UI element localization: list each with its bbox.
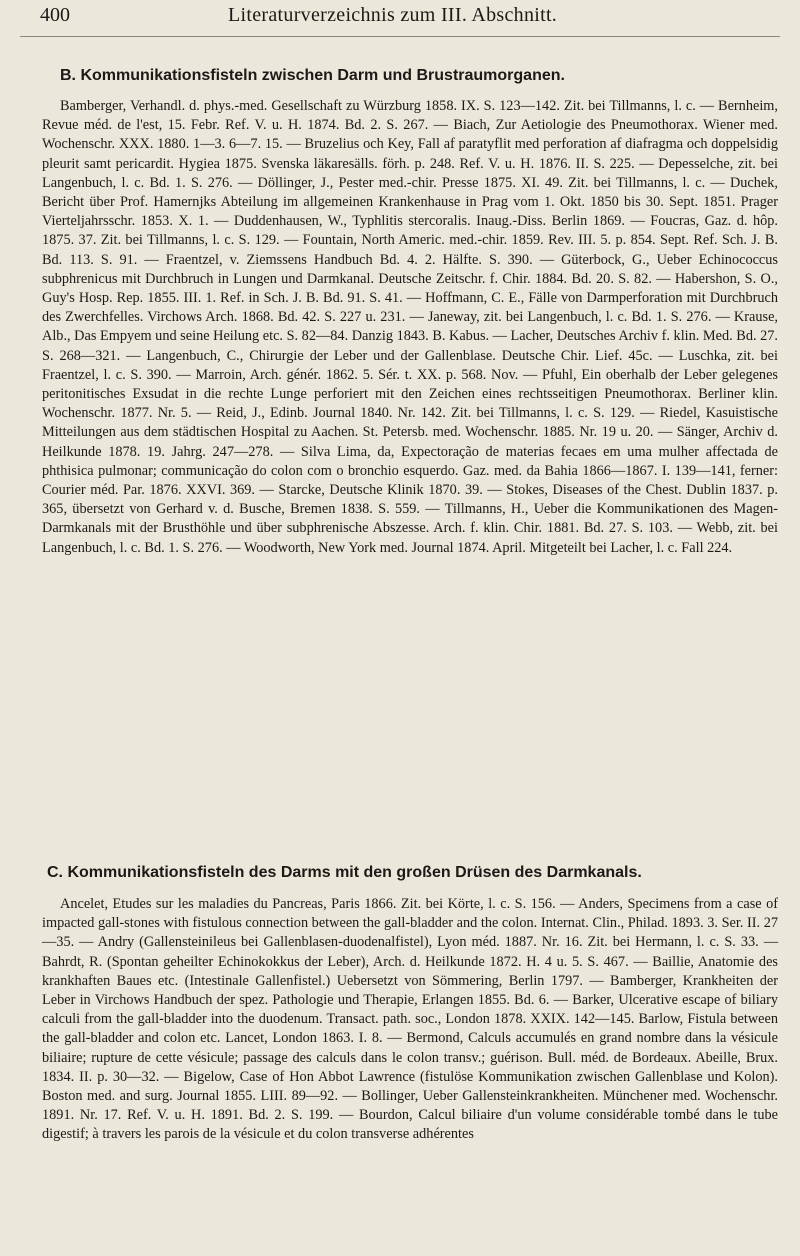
page-number: 400 <box>40 4 70 26</box>
running-title: Literaturverzeichnis zum III. Abschnitt. <box>228 4 558 26</box>
section-b-paragraph: Bamberger, Verhandl. d. phys.-med. Gesellschaft zu Würzburg 1858. IX. S. 123—142. Zit. bei Tillmanns, l. c. — Bernheim, Revue méd. de l'est, 15. Febr. Ref. V. u. H. 1874. Bd. 2. S. 267. — Biach, Zur Aetiologie des Pneumothorax. Wiener med. Wochenschr. XXX. 1880. 1—3. 6—7. 15. — Bruzelius och Key, Fall af paratyflit med perforation af diafragma och doppelsidig pleurit samt pericardit. Hygiea 1875. Svenska läkaresälls. förh. p. 248. Ref. V. u. H. 1876. II. S. 225. — Depesselche, zit. bei Langenbuch, l. c. Bd. 1. S. 276. — Döllinger, J., Pester med.-chir. Presse 1875. XI. 49. Zit. bei Tillmanns, l. c. — Duchek, Bericht über Prof. Hamernjks Abteilung im allgemeinen Krankenhause in Prag vom 1. Okt. 1850 bis 30. Sept. 1851. Prager Vierteljahrsschr. 1853. X. 1. — Duddenhausen, W., Typhlitis stercoralis. Inaug.-Diss. Berlin 1869. — Foucras, Gaz. d. hôp. 1875. 37. Zit. bei Tillmanns, l. c. S. 129. — Fountain, North Americ. med.-chir. 1859. Rev. III. 5. p. 854. Sept. Ref. Sch. J. B. Bd. 113. S. 91. — Fraentzel, v. Ziemssens Handbuch Bd. 4. 2. Hälfte. S. 390. — Güterbock, G., Ueber Echinococcus subphrenicus mit Durchbruch in Lungen und Darmkanal. Deutsche Zeitschr. f. Chir. 1884. Bd. 20. S. 82. — Habershon, S. O., Guy's Hosp. Rep. 1855. III. 1. Ref. in Sch. J. B. Bd. 91. S. 41. — Hoffmann, C. E., Fälle von Darmperforation mit Durchbruch des Zwerchfelles. Virchows Arch. 1868. Bd. 42. S. 227 u. 231. — Janeway, zit. bei Langenbuch, l. c. Bd. 1. S. 276. — Krause, Alb., Das Empyem und seine Heilung etc. S. 82—84. Danzig 1843. B. Kabus. — Lacher, Deutsches Archiv f. klin. Med. Bd. 27. S. 268—321. — Langenbuch, C., Chirurgie der Leber und der Gallenblase. Deutsche Chir. Lief. 45c. — Luschka, zit. bei Fraentzel, l. c. S. 390. — Marroin, Arch. génér. 1862. 5. Sér. t. XX. p. 568. Nov. — Pfuhl, Ein oberhalb der Leber gelegenes peritonitisches Exsudat in die rechte Lunge perforiert mit den Zeichen eines rechtsseitigen Pneumothorax. Berliner klin. Wochenschr. 1877. Nr. 5. — Reid, J., Edinb. Journal 1840. Nr. 142. Zit. bei Tillmanns, l. c. S. 129. — Riedel, Kasuistische Mitteilungen aus dem städtischen Hospital zu Aachen. St. Petersb. med. Wochenschr. 1885. Nr. 19 u. 20. — Sänger, Archiv d. Heilkunde 1878. 19. Jahrg. 247—278. — Silva Lima, da, Expectoração de materias fecaes em uma mulher affectada de phthisica pulmonar; communicação do colon com o bronchio esquerdo. Gaz. med. da Bahia 1866—1867. I. 139—141, ferner: Courier méd. Par. 1876. XXVI. 369. — Starcke, Deutsche Klinik 1870. 39. — Stokes, Diseases of the Chest. Dublin 1837. p. 365, übersetzt von Gerhard v. d. Busche, Bremen 1838. S. 559. — Tillmanns, H., Ueber die Kommunikationen des Magen-Darmkanals mit der Brusthöhle und über subphrenische Abszesse. Arch. f. klin. Chir. 1881. Bd. 27. S. 103. — Webb, zit. bei Langenbuch, l. c. Bd. 1. S. 276. — Woodworth, New York med. Journal 1874. April. Mitgeteilt bei Lacher, l. c. Fall 224. <box>42 98 778 556</box>
section-heading-c: C. Kommunikationsfisteln des Darms mit den großen Drüsen des Darmkanals. <box>47 864 642 881</box>
section-heading-b: B. Kommunikationsfisteln zwischen Darm und Brustraumorganen. <box>60 67 565 84</box>
section-c-paragraph: Ancelet, Etudes sur les maladies du Pancreas, Paris 1866. Zit. bei Körte, l. c. S. 156. — Anders, Specimens from a case of impacted gall-stones with fistulous connection between the gall-bladder and the colon. Internat. Clin., Philad. 1893. 3. Ser. II. 27—35. — Andry (Gallensteinileus bei Gallenblasen-duodenalfistel), Lyon méd. 1887. Nr. 16. Zit. bei Hermann, l. c. S. 33. — Bahrdt, R. (Spontan geheilter Echinokokkus der Leber), Arch. d. Heilkunde 1872. H. 4 u. 5. S. 467. — Baillie, Anatomie des krankhaften Baues etc. (Intestinale Gallenfistel.) Uebersetzt von Sömmering, Berlin 1797. — Bamberger, Krankheiten der Leber in Virchows Handbuch der spez. Pathologie und Therapie, Erlangen 1855. Bd. 6. — Barker, Ulcerative escape of biliary calculi from the gall-bladder into the duodenum. Transact. path. soc., London 1878. XXIX. 142—145. Barlow, Fistula between the gall-bladder and colon etc. Lancet, London 1863. I. 8. — Bermond, Calculs accumulés en grand nombre dans la vésicule biliaire; rupture de cette vésicule; passage des calculs dans le colon transv.; guérison. Bull. méd. de Bordeaux. Abeille, Brux. 1834. II. p. 30—32. — Bigelow, Case of Hon Abbot Lawrence (fistulöse Kommunikation zwischen Gallenblase und Kolon). Boston med. and surg. Journal 1855. LIII. 89—92. — Bollinger, Ueber Gallensteinkrankheiten. Münchener med. Wochenschr. 1891. Nr. 17. Ref. V. u. H. 1891. Bd. 2. S. 199. — Bourdon, Calcul biliaire d'un volume considérable tombé dans le tube digestif; à travers les parois de la vésicule et du colon transverse adhérentes <box>42 896 778 1143</box>
section-c-body <box>42 895 778 1145</box>
header-rule <box>20 36 780 37</box>
section-b-body <box>42 97 778 558</box>
